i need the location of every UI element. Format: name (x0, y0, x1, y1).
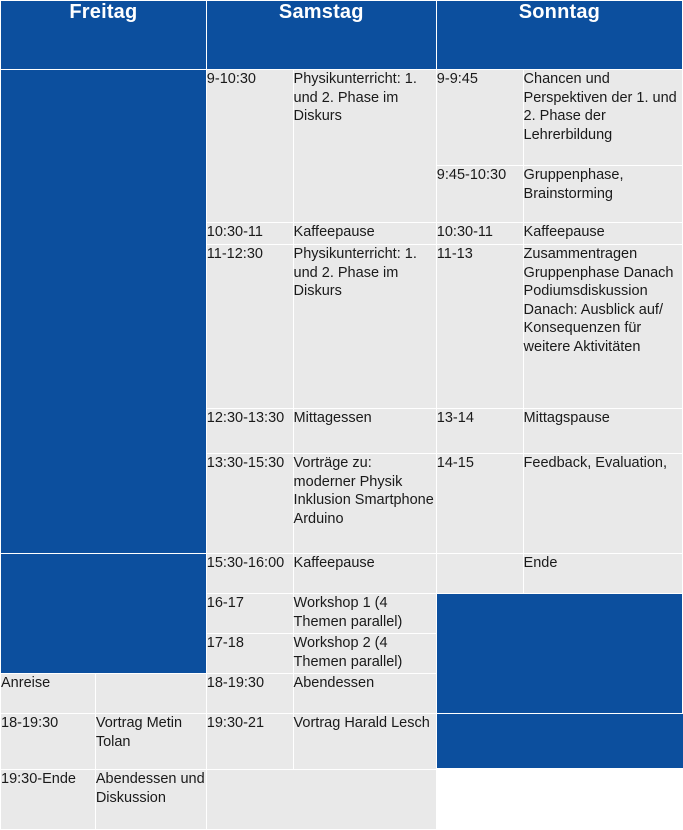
friday-time-0: Anreise (1, 674, 96, 714)
saturday-time-9: 19:30-21 (206, 714, 293, 770)
saturday-time-5: 15:30-16:00 (206, 554, 293, 594)
friday-time-2: 19:30-Ende (1, 770, 96, 830)
friday-time-1: 18-19:30 (1, 714, 96, 770)
saturday-time-6: 16-17 (206, 594, 293, 634)
saturday-time-4: 13:30-15:30 (206, 454, 293, 554)
column-header-friday: Freitag (1, 1, 207, 70)
sunday-text-1: Gruppenphase, Brainstorming (523, 166, 682, 223)
saturday-text-6: Workshop 1 (4 Themen parallel) (293, 594, 436, 634)
saturday-time-2: 11-12:30 (206, 245, 293, 409)
sunday-text-4: Mittagspause (523, 409, 682, 454)
table-row (1, 554, 683, 594)
saturday-text-8: Abendessen (293, 674, 436, 714)
saturday-time-1: 10:30-11 (206, 223, 293, 245)
sunday-text-3: Zusammentragen Gruppenphase Danach Podiumsdiskussion Danach: Ausblick auf/ Konsequenzen für weitere Aktivitäten (523, 245, 682, 409)
sunday-time-1: 9:45-10:30 (436, 166, 523, 223)
saturday-text-4: Vorträge zu: moderner Physik Inklusion Smartphone Arduino (293, 454, 436, 554)
saturday-text-0: Physikunterricht: 1. und 2. Phase im Diskurs (293, 70, 436, 223)
table-body (1, 70, 683, 830)
saturday-time-8: 18-19:30 (206, 674, 293, 714)
table-row (1, 70, 683, 166)
friday-text-2: Abendessen und Diskussion (95, 770, 206, 830)
sunday-time-6 (436, 554, 523, 594)
sunday-time-0: 9-9:45 (436, 70, 523, 166)
saturday-text-9: Vortrag Harald Lesch (293, 714, 436, 770)
sunday-time-4: 13-14 (436, 409, 523, 454)
sunday-text-6: Ende (523, 554, 682, 594)
column-header-sunday: Sonntag (436, 1, 682, 70)
table-header (1, 1, 683, 70)
saturday-text-3: Mittagessen (293, 409, 436, 454)
sunday-empty-block (436, 594, 682, 714)
saturday-time-0: 9-10:30 (206, 70, 293, 223)
friday-empty-block-2 (1, 554, 207, 674)
friday-text-0 (95, 674, 206, 714)
saturday-text-7: Workshop 2 (4 Themen parallel) (293, 634, 436, 674)
sunday-text-2: Kaffeepause (523, 223, 682, 245)
sunday-text-5: Feedback, Evaluation, (523, 454, 682, 554)
table-row (1, 714, 683, 770)
saturday-text-2: Physikunterricht: 1. und 2. Phase im Diskurs (293, 245, 436, 409)
saturday-time-3: 12:30-13:30 (206, 409, 293, 454)
column-header-saturday: Samstag (206, 1, 436, 70)
sunday-time-3: 11-13 (436, 245, 523, 409)
table-row (1, 770, 683, 830)
sunday-time-2: 10:30-11 (436, 223, 523, 245)
friday-empty-block (1, 70, 207, 554)
friday-text-1: Vortrag Metin Tolan (95, 714, 206, 770)
saturday-filler (206, 770, 436, 830)
sunday-text-0: Chancen und Perspektiven der 1. und 2. Phase der Lehrerbildung (523, 70, 682, 166)
saturday-time-7: 17-18 (206, 634, 293, 674)
sunday-time-5: 14-15 (436, 454, 523, 554)
saturday-text-5: Kaffeepause (293, 554, 436, 594)
saturday-text-1: Kaffeepause (293, 223, 436, 245)
